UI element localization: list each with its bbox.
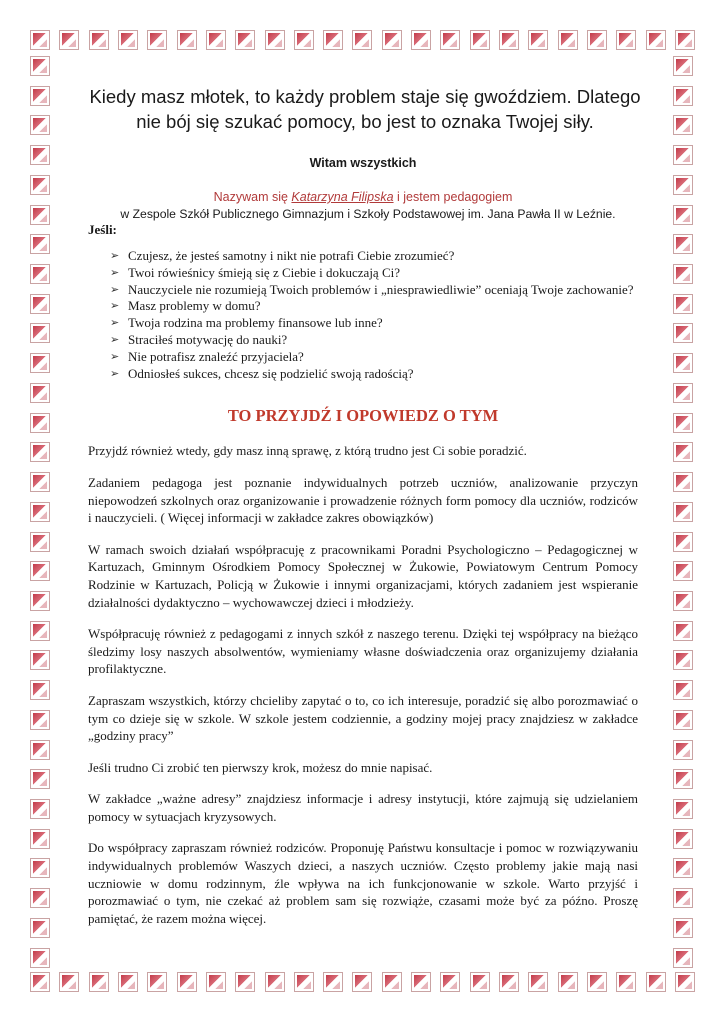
- decorative-tile-icon: [528, 30, 548, 50]
- arrow-right-icon: ➢: [110, 317, 120, 330]
- arrow-right-icon: ➢: [110, 266, 120, 279]
- author-name: Katarzyna Filipska: [291, 190, 394, 204]
- decorative-tile-icon: [673, 710, 693, 730]
- decorative-tile-icon: [646, 972, 666, 992]
- page-border-right: [673, 56, 695, 968]
- list-item: ➢ Masz problemy w domu?: [110, 298, 261, 314]
- decorative-tile-icon: [673, 561, 693, 581]
- decorative-tile-icon: [30, 710, 50, 730]
- decorative-tile-icon: [177, 972, 197, 992]
- if-label: Jeśli:: [88, 222, 117, 237]
- decorative-tile-icon: [673, 294, 693, 314]
- decorative-tile-icon: [59, 972, 79, 992]
- decorative-tile-icon: [673, 115, 693, 135]
- decorative-tile-icon: [616, 972, 636, 992]
- arrow-right-icon: ➢: [110, 367, 120, 380]
- decorative-tile-icon: [30, 442, 50, 462]
- greeting: Witam wszystkich: [309, 156, 417, 170]
- intro-suffix: i jestem pedagogiem: [393, 190, 513, 204]
- page-quote: Kiedy masz młotek, to każdy problem staje się gwoździem. Dlatego nie bój się szukać pomocy, bo jest to oznaka Twojej siły.: [89, 86, 641, 132]
- school-line: w Zespole Szkół Publicznego Gimnazjum i Szkoły Podstawowej im. Jana Pawła II w Leźnie.: [120, 207, 616, 221]
- paragraph: W ramach swoich działań współpracuję z pracownikami Poradni Psychologiczno – Pedagogicznej w Kartuzach, Gminnym Ośrodkiem Pomocy Społecznej w Żukowie, Powiatowym Centrum Pomocy Rodzinie w Kartuzach, Policją w Żukowie i innymi organizacjami, których zadaniem jest wspieranie działalności dydaktyczno – wychowawczej dzieci i młodzieży.: [88, 541, 638, 610]
- arrow-right-icon: ➢: [110, 350, 120, 363]
- decorative-tile-icon: [673, 591, 693, 611]
- decorative-tile-icon: [673, 442, 693, 462]
- list-item: ➢ Twoja rodzina ma problemy finansowe lub inne?: [110, 315, 383, 331]
- decorative-tile-icon: [118, 30, 138, 50]
- decorative-tile-icon: [470, 30, 490, 50]
- decorative-tile-icon: [265, 972, 285, 992]
- decorative-tile-icon: [673, 502, 693, 522]
- decorative-tile-icon: [673, 799, 693, 819]
- decorative-tile-icon: [673, 948, 693, 968]
- decorative-tile-icon: [673, 829, 693, 849]
- decorative-tile-icon: [673, 205, 693, 225]
- decorative-tile-icon: [30, 532, 50, 552]
- decorative-tile-icon: [675, 30, 695, 50]
- decorative-tile-icon: [558, 30, 578, 50]
- decorative-tile-icon: [440, 972, 460, 992]
- decorative-tile-icon: [89, 972, 109, 992]
- decorative-tile-icon: [675, 972, 695, 992]
- decorative-tile-icon: [294, 30, 314, 50]
- decorative-tile-icon: [499, 30, 519, 50]
- decorative-tile-icon: [587, 972, 607, 992]
- decorative-tile-icon: [30, 972, 50, 992]
- list-item: ➢ Czujesz, że jesteś samotny i nikt nie potrafi Ciebie zrozumieć?: [110, 248, 455, 263]
- decorative-tile-icon: [470, 972, 490, 992]
- decorative-tile-icon: [30, 561, 50, 581]
- decorative-tile-icon: [499, 972, 519, 992]
- section-heading: TO PRZYJDŹ I OPOWIEDZ O TYM: [227, 406, 499, 426]
- decorative-tile-icon: [206, 972, 226, 992]
- decorative-tile-icon: [59, 30, 79, 50]
- decorative-tile-icon: [352, 972, 372, 992]
- decorative-tile-icon: [673, 858, 693, 878]
- decorative-tile-icon: [323, 972, 343, 992]
- decorative-tile-icon: [30, 383, 50, 403]
- decorative-tile-icon: [30, 175, 50, 195]
- document-body: [88, 84, 641, 927]
- list-item: ➢ Odniosłeś sukces, chcesz się podzielić swoją radością?: [110, 365, 414, 381]
- decorative-tile-icon: [673, 234, 693, 254]
- decorative-tile-icon: [118, 972, 138, 992]
- arrow-right-icon: ➢: [110, 250, 120, 262]
- arrow-right-icon: ➢: [110, 283, 120, 296]
- decorative-tile-icon: [89, 30, 109, 50]
- decorative-tile-icon: [673, 888, 693, 908]
- decorative-tile-icon: [30, 858, 50, 878]
- list-item: ➢ Straciłeś motywację do nauki?: [110, 331, 288, 347]
- paragraph: Do współpracy zapraszam również rodziców. Proponuję Państwu konsultacje i pomoc w rozwiązywaniu indywidualnych problemów Waszych dzieci, a naszych uczniów. Często problemy jakie mają nasi uczniowie w domu rodzinnym, źle wpływa na ich funkcjonowanie w szkole. Warto przyjść i porozmawiać o tym, nie czekać aż problem sam się rozwiąże, czasami może być za późno. Proszę pamiętać, że razem można więcej.: [88, 840, 638, 926]
- decorative-tile-icon: [440, 30, 460, 50]
- decorative-tile-icon: [30, 502, 50, 522]
- decorative-tile-icon: [673, 56, 693, 76]
- decorative-tile-icon: [30, 86, 50, 106]
- decorative-tile-icon: [294, 972, 314, 992]
- decorative-tile-icon: [30, 56, 50, 76]
- decorative-tile-icon: [30, 740, 50, 760]
- decorative-tile-icon: [587, 30, 607, 50]
- decorative-tile-icon: [673, 323, 693, 343]
- decorative-tile-icon: [673, 532, 693, 552]
- decorative-tile-icon: [673, 650, 693, 670]
- decorative-tile-icon: [616, 30, 636, 50]
- decorative-tile-icon: [673, 383, 693, 403]
- paragraph: W zakładce „ważne adresy” znajdziesz informacje i adresy instytucji, które zajmują się udzielaniem pomocy w sytuacjach kryzysowych.: [88, 791, 638, 824]
- decorative-tile-icon: [673, 472, 693, 492]
- decorative-tile-icon: [673, 918, 693, 938]
- decorative-tile-icon: [30, 948, 50, 968]
- decorative-tile-icon: [558, 972, 578, 992]
- decorative-tile-icon: [382, 30, 402, 50]
- arrow-right-icon: ➢: [110, 300, 120, 313]
- decorative-tile-icon: [411, 972, 431, 992]
- decorative-tile-icon: [352, 30, 372, 50]
- decorative-tile-icon: [30, 918, 50, 938]
- decorative-tile-icon: [30, 294, 50, 314]
- intro-line: [88, 190, 638, 204]
- decorative-tile-icon: [30, 145, 50, 165]
- decorative-tile-icon: [673, 680, 693, 700]
- decorative-tile-icon: [30, 30, 50, 50]
- decorative-tile-icon: [30, 621, 50, 641]
- decorative-tile-icon: [382, 972, 402, 992]
- page-border-left: [30, 56, 52, 968]
- decorative-tile-icon: [30, 115, 50, 135]
- list-item: ➢ Nauczyciele nie rozumieją Twoich problemów i „niesprawiedliwie” oceniają Twoje zachowanie?: [110, 281, 634, 297]
- decorative-tile-icon: [177, 30, 197, 50]
- paragraph: Zapraszam wszystkich, którzy chcieliby zapytać o to, co ich interesuje, poradzić się albo porozmawiać o tym co dzieje się w szkole. W szkole jestem codziennie, a godziny mojej pracy znajdziesz w zakładce „godziny pracy”: [88, 692, 638, 744]
- decorative-tile-icon: [235, 972, 255, 992]
- decorative-tile-icon: [147, 30, 167, 50]
- question-list: [110, 248, 638, 382]
- page-border-top: [30, 30, 695, 52]
- decorative-tile-icon: [30, 650, 50, 670]
- paragraph: Współpracuję również z pedagogami z innych szkół z naszego terenu. Dzięki tej współpracy na bieżąco śledzimy losy naszych absolwentów, wymieniamy własne doświadczenia oraz organizujemy działania profilaktyczne.: [88, 626, 638, 677]
- arrow-right-icon: ➢: [110, 333, 120, 346]
- decorative-tile-icon: [673, 175, 693, 195]
- decorative-tile-icon: [30, 472, 50, 492]
- decorative-tile-icon: [206, 30, 226, 50]
- decorative-tile-icon: [30, 680, 50, 700]
- paragraph: Jeśli trudno Ci zrobić ten pierwszy krok, możesz do mnie napisać.: [88, 759, 433, 775]
- decorative-tile-icon: [30, 234, 50, 254]
- decorative-tile-icon: [30, 264, 50, 284]
- decorative-tile-icon: [30, 799, 50, 819]
- decorative-tile-icon: [528, 972, 548, 992]
- list-item: ➢ Nie potrafisz znaleźć przyjaciela?: [110, 348, 304, 364]
- page-border-bottom: [30, 972, 695, 994]
- decorative-tile-icon: [265, 30, 285, 50]
- decorative-tile-icon: [673, 86, 693, 106]
- paragraph: Zadaniem pedagoga jest poznanie indywidualnych potrzeb uczniów, analizowanie przyczyn niepowodzeń szkolnych oraz organizowanie i prowadzenie różnych form pomocy dla uczniów, rodziców i nauczycieli. ( Więcej informacji w zakładce zakres obowiązków): [88, 474, 638, 526]
- intro-prefix: Nazywam się: [213, 190, 292, 204]
- list-item: ➢ Twoi rówieśnicy śmieją się z Ciebie i dokuczają Ci?: [110, 264, 401, 280]
- decorative-tile-icon: [30, 888, 50, 908]
- paragraph: Przyjdź również wtedy, gdy masz inną sprawę, z którą trudno jest Ci sobie poradzić.: [88, 443, 527, 459]
- decorative-tile-icon: [147, 972, 167, 992]
- decorative-tile-icon: [673, 413, 693, 433]
- decorative-tile-icon: [235, 30, 255, 50]
- decorative-tile-icon: [30, 591, 50, 611]
- decorative-tile-icon: [30, 829, 50, 849]
- decorative-tile-icon: [30, 353, 50, 373]
- decorative-tile-icon: [30, 323, 50, 343]
- decorative-tile-icon: [673, 264, 693, 284]
- decorative-tile-icon: [673, 145, 693, 165]
- decorative-tile-icon: [673, 621, 693, 641]
- decorative-tile-icon: [673, 740, 693, 760]
- decorative-tile-icon: [411, 30, 431, 50]
- decorative-tile-icon: [673, 353, 693, 373]
- decorative-tile-icon: [30, 769, 50, 789]
- decorative-tile-icon: [30, 413, 50, 433]
- decorative-tile-icon: [646, 30, 666, 50]
- decorative-tile-icon: [323, 30, 343, 50]
- decorative-tile-icon: [673, 769, 693, 789]
- decorative-tile-icon: [30, 205, 50, 225]
